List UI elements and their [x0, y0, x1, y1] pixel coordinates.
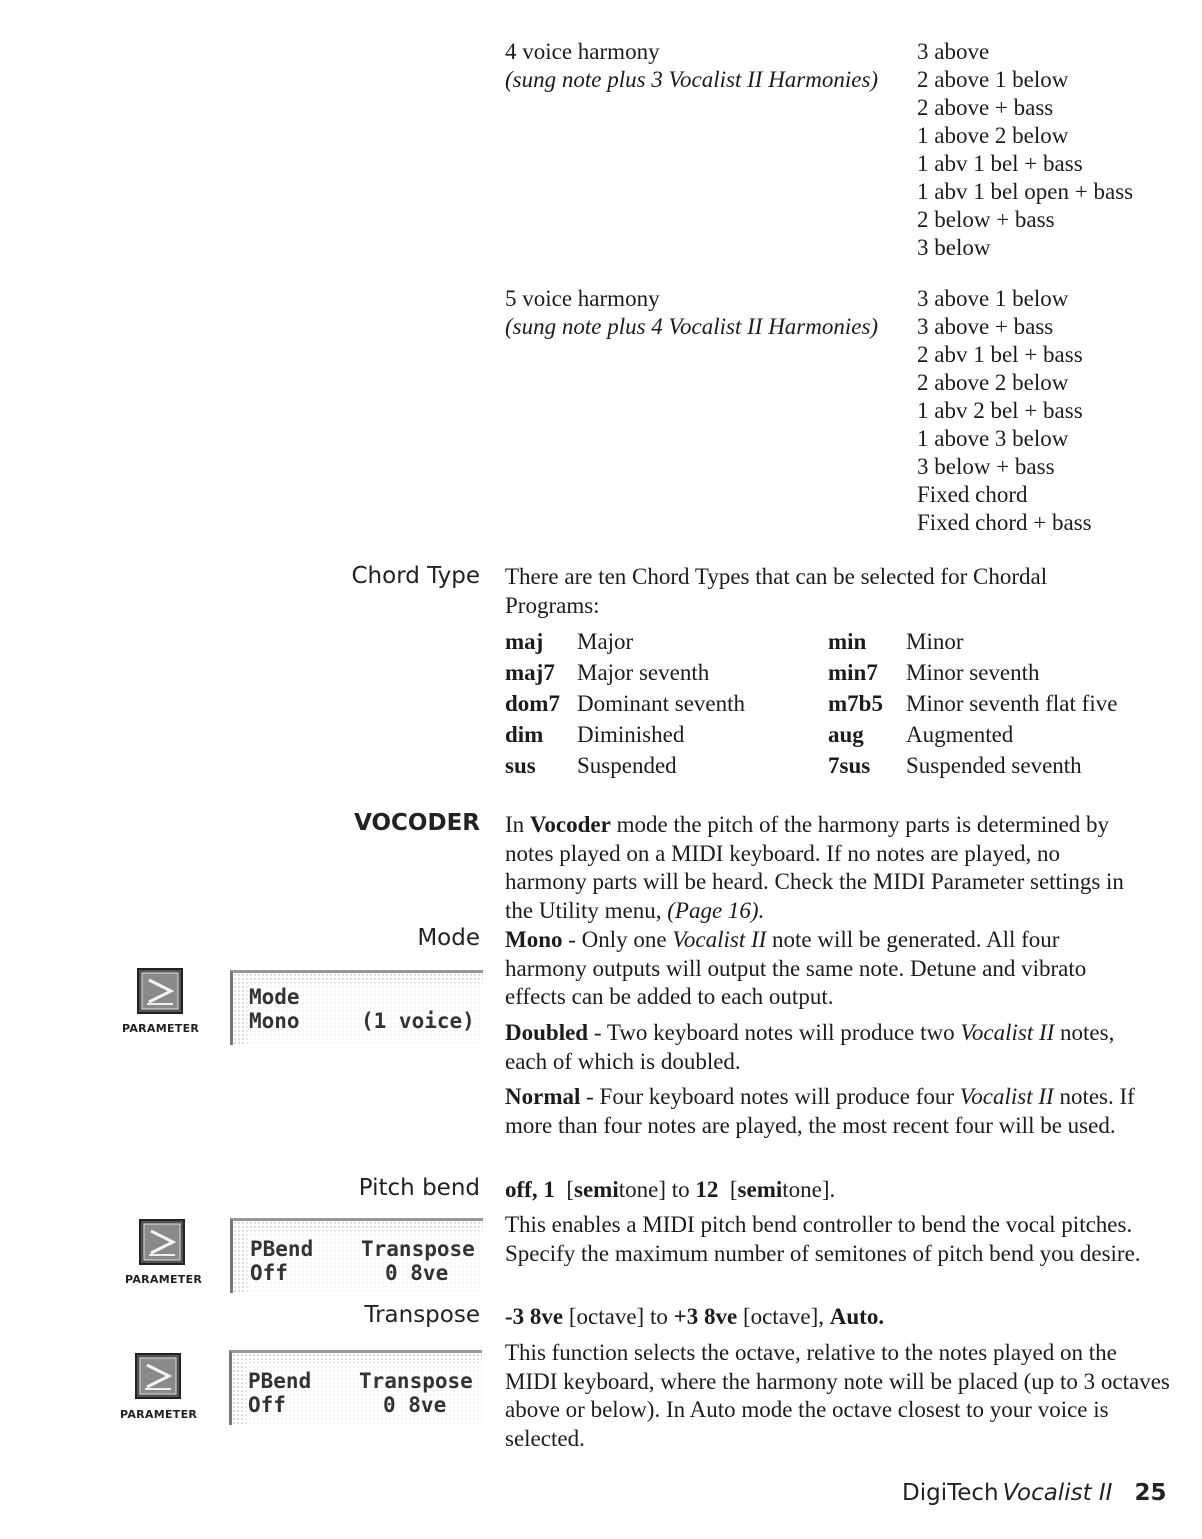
chord-row — [828, 752, 1082, 780]
chord-row — [505, 628, 633, 656]
text-run: - Only one — [568, 927, 667, 952]
arrow-right-icon — [137, 1355, 179, 1397]
text-run: Mono — [505, 927, 563, 952]
mode-mono-paragraph — [505, 926, 1145, 1012]
pitch-bend-range: off, 1 [semitone] to 12 [semitone]. — [505, 1177, 836, 1202]
text-run: Vocoder — [529, 812, 611, 837]
arrow-right-icon — [139, 970, 181, 1012]
chord-row — [505, 752, 677, 780]
chord-abbr: aug — [828, 722, 864, 747]
chord-name: Major — [577, 629, 634, 654]
vocoder-heading: VOCODER — [354, 810, 480, 836]
text-run: In — [505, 812, 525, 837]
option-item: Fixed chord — [917, 482, 1028, 507]
chord-abbr: maj7 — [505, 660, 555, 685]
option-item: 1 above 3 below — [917, 426, 1069, 451]
four-voice-title: 4 voice harmony — [505, 39, 660, 64]
option-item: 3 above — [917, 39, 990, 64]
page-footer — [902, 1480, 1166, 1506]
chord-row — [505, 690, 745, 718]
four-voice-subtitle: (sung note plus 3 Vocalist II Harmonies) — [505, 67, 879, 92]
chord-abbr: sus — [505, 753, 536, 778]
transpose-label: Transpose — [364, 1302, 480, 1328]
option-item: 2 above + bass — [917, 95, 1054, 120]
pitch-bend-label: Pitch bend — [358, 1175, 480, 1201]
option-item: 1 abv 1 bel + bass — [917, 151, 1083, 176]
chord-row — [505, 721, 684, 749]
chord-abbr: min — [828, 629, 867, 654]
lcd-line: Transpose — [361, 1237, 475, 1261]
option-item: 2 above 1 below — [917, 67, 1069, 92]
text-run: Normal — [505, 1084, 581, 1109]
page-number: 25 — [1134, 1480, 1167, 1506]
option-item: 3 above + bass — [917, 314, 1054, 339]
chord-row — [828, 628, 964, 656]
chord-abbr: dim — [505, 722, 544, 747]
vocoder-paragraph — [505, 811, 1125, 925]
option-item: Fixed chord + bass — [917, 510, 1092, 535]
lcd-display-pitch-bend — [230, 1218, 483, 1293]
lcd-line: PBend — [250, 1237, 314, 1261]
lcd-screen — [246, 1363, 482, 1425]
text-run: tone] to — [618, 1177, 690, 1202]
text-run: 1 — [543, 1177, 555, 1202]
chord-name: Dominant seventh — [577, 691, 745, 716]
mode-normal-paragraph — [505, 1083, 1165, 1140]
lcd-line: Mono — [249, 1009, 300, 1033]
lcd-screen — [247, 1231, 483, 1293]
chord-abbr: dom7 — [505, 691, 560, 716]
text-run: Vocalist II — [960, 1020, 1055, 1045]
text-run: notes, each of which is doubled. — [505, 1020, 1115, 1074]
option-item: 1 above 2 below — [917, 123, 1069, 148]
pitch-bend-description: This enables a MIDI pitch bend controller to bend the vocal pitches. Specify the maximum number of semitones of pitch bend you desire. — [505, 1212, 1141, 1266]
chord-type-label: Chord Type — [351, 563, 480, 589]
option-item: 3 below + bass — [917, 454, 1055, 479]
lcd-line: Transpose — [359, 1369, 473, 1393]
five-voice-options — [917, 285, 1092, 537]
chord-abbr: m7b5 — [828, 691, 883, 716]
text-run: - Two keyboard notes will produce two — [593, 1020, 955, 1045]
lcd-line: PBend — [248, 1369, 312, 1393]
chord-name: Diminished — [577, 722, 685, 747]
chord-name: Augmented — [906, 722, 1014, 747]
parameter-button[interactable] — [137, 968, 183, 1014]
text-run: -3 8ve — [505, 1304, 564, 1329]
option-item: 2 below + bass — [917, 207, 1055, 232]
transpose-range — [505, 1303, 1170, 1332]
parameter-button[interactable] — [135, 1353, 181, 1399]
text-run: tone]. — [782, 1177, 836, 1202]
text-run: notes. If more than four notes are played, the most recent four will be used. — [505, 1084, 1135, 1138]
lcd-line: Off — [250, 1261, 288, 1285]
parameter-label: PARAMETER — [120, 1408, 198, 1421]
option-item: 2 above 2 below — [917, 370, 1069, 395]
text-run: Auto. — [829, 1304, 885, 1329]
page-reference: (Page 16). — [667, 897, 765, 923]
chord-name: Minor seventh — [906, 660, 1040, 685]
option-item: 3 above 1 below — [917, 286, 1069, 311]
text-run: Vocalist II — [672, 927, 767, 952]
chord-name: Major seventh — [577, 660, 710, 685]
parameter-label: PARAMETER — [122, 1022, 200, 1035]
lcd-line: Off — [248, 1393, 286, 1417]
text-run: Vocalist II — [959, 1084, 1054, 1109]
transpose-description: This function selects the octave, relative to the notes played on the MIDI keyboard, where the harmony note will be placed (up to 3 octaves above or below). In Auto mode the octave closest to your voice is selected. — [505, 1340, 1170, 1451]
text-run: note will be generated. All four harmony outputs will output the same note. Detune and vibrato effects can be added to each output. — [505, 927, 1087, 1009]
text-run: semi — [574, 1177, 619, 1202]
lcd-display-mode — [230, 970, 483, 1045]
chord-row — [828, 721, 1013, 749]
lcd-line: (1 voice) — [361, 1009, 475, 1033]
text-run: +3 8ve — [673, 1304, 738, 1329]
chord-row — [828, 690, 1117, 718]
five-voice-subtitle: (sung note plus 4 Vocalist II Harmonies) — [505, 314, 879, 339]
lcd-screen — [247, 983, 483, 1045]
text-run: Doubled — [505, 1020, 589, 1045]
four-voice-options — [917, 38, 1133, 262]
text-run: [octave] to — [568, 1304, 668, 1329]
text-run: [octave], — [742, 1304, 825, 1329]
text-run: semi — [737, 1177, 783, 1202]
text-run: off, — [505, 1177, 538, 1202]
chord-name: Minor — [906, 629, 964, 654]
option-item: 2 abv 1 bel + bass — [917, 342, 1083, 367]
footer-brand: DigiTech — [902, 1480, 999, 1506]
option-item: 1 abv 1 bel open + bass — [917, 179, 1134, 204]
lcd-line: 0 8ve — [385, 1261, 449, 1285]
mode-label: Mode — [417, 925, 480, 951]
chord-row — [828, 659, 1040, 687]
mode-doubled-paragraph — [505, 1019, 1145, 1076]
text-run: 12 — [695, 1177, 719, 1202]
chord-name: Suspended — [577, 753, 677, 778]
chord-abbr: 7sus — [828, 753, 871, 778]
footer-product: Vocalist II — [1002, 1480, 1113, 1506]
text-run: mode the pitch of the harmony parts is determined by notes played on a MIDI keyboard. If no notes are played, no harmony parts will be heard. Check the MIDI Parameter settings in the Utility menu, — [505, 812, 1124, 923]
chord-abbr: min7 — [828, 660, 878, 685]
chord-type-intro: There are ten Chord Types that can be selected for Chordal Programs: — [505, 564, 1048, 618]
lcd-line: Mode — [249, 985, 300, 1009]
parameter-button[interactable] — [139, 1219, 185, 1265]
chord-name: Suspended seventh — [906, 753, 1082, 778]
chord-row — [505, 659, 709, 687]
text-run: - Four keyboard notes will produce four — [586, 1084, 955, 1109]
lcd-display-transpose — [229, 1350, 482, 1425]
lcd-line: 0 8ve — [383, 1393, 447, 1417]
parameter-label: PARAMETER — [125, 1273, 203, 1286]
five-voice-title: 5 voice harmony — [505, 286, 660, 311]
chord-name: Minor seventh flat five — [906, 691, 1118, 716]
chord-abbr: maj — [505, 629, 544, 654]
option-item: 1 abv 2 bel + bass — [917, 398, 1083, 423]
option-item: 3 below — [917, 235, 991, 260]
arrow-right-icon — [141, 1221, 183, 1263]
